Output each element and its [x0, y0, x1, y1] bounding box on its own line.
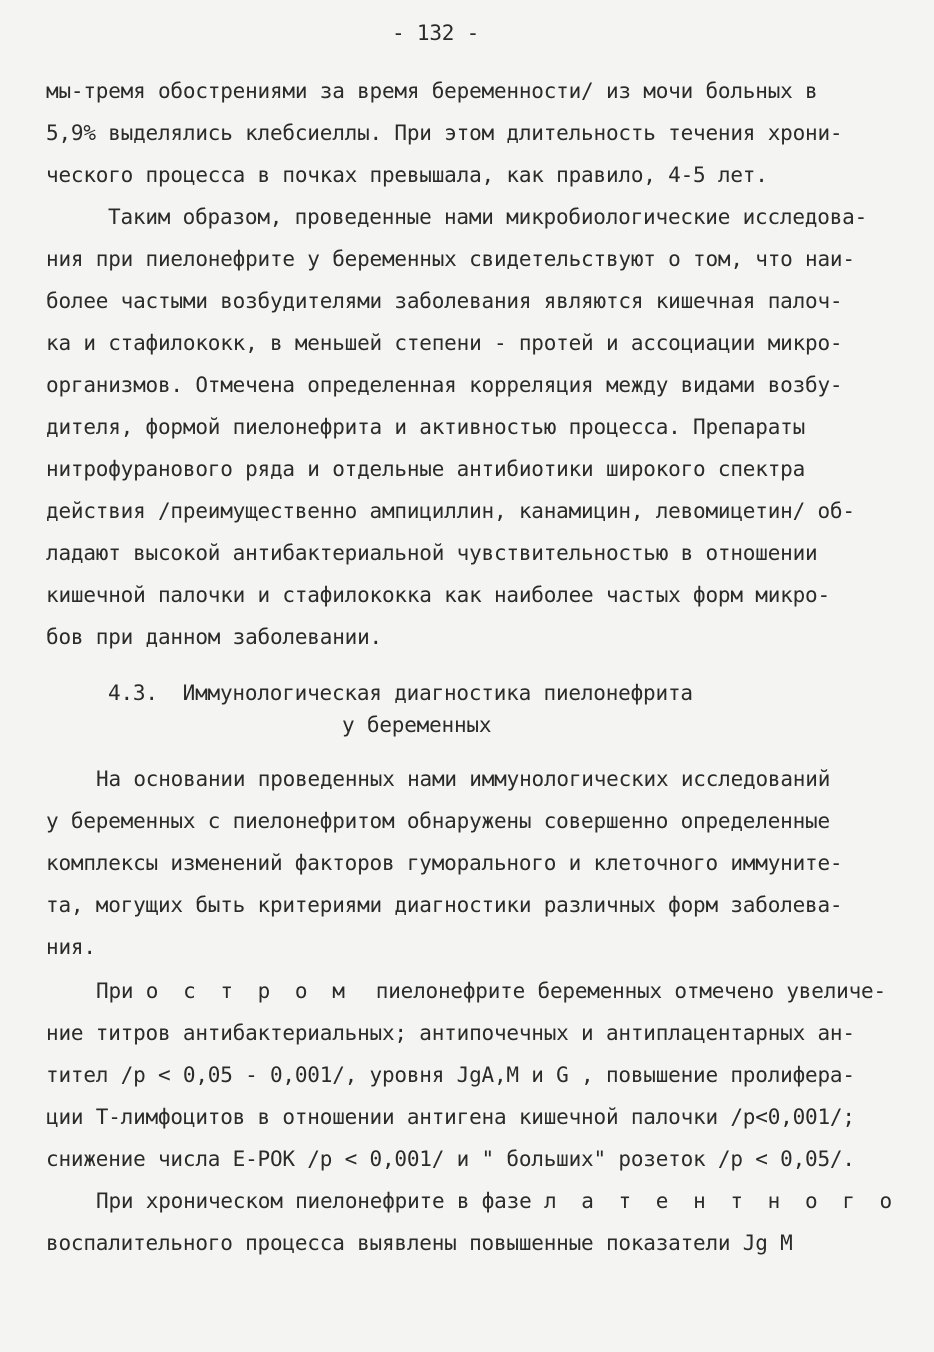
text-line: ции Т-лимфоцитов в отношении антигена кишечной палочки /р<0,001/;	[46, 1105, 855, 1129]
text-line: снижение числа Е-РОК /р < 0,001/ и " больших" розеток /р < 0,05/.	[46, 1147, 855, 1171]
text-line: Таким образом, проведенные нами микробиологические исследова-	[108, 205, 868, 229]
text-line: более частыми возбудителями заболевания являются кишечная палоч-	[46, 289, 843, 313]
section-heading: 4.3. Иммунологическая диагностика пиелонефрита	[108, 681, 693, 705]
text-line: мы-тремя обострениями за время беременности/ из мочи больных в	[46, 79, 818, 103]
text-span: При	[96, 979, 146, 1003]
text-line: ческого процесса в почках превышала, как правило, 4-5 лет.	[46, 163, 768, 187]
emphasized-word: л а т е н т н о г о	[543, 1189, 899, 1213]
text-line: ния.	[46, 935, 96, 959]
text-line	[96, 1188, 898, 1214]
text-line: нитрофуранового ряда и отдельные антибиотики широкого спектра	[46, 457, 806, 481]
text-line: ния при пиелонефрите у беременных свидетельствуют о том, что наи-	[46, 247, 855, 271]
text-line: На основании проведенных нами иммунологических исследований	[96, 767, 831, 791]
text-line: ние титров антибактериальных; антипочечных и антиплацентарных ан-	[46, 1021, 855, 1045]
text-line: у беременных с пиелонефритом обнаружены совершенно определенные	[46, 809, 830, 833]
text-line: 5,9% выделялись клебсиеллы. При этом длительность течения хрони-	[46, 121, 843, 145]
page-number: - 132 -	[392, 21, 480, 45]
text-line: ка и стафилококк, в меньшей степени - протей и ассоциации микро-	[46, 331, 843, 355]
text-span: пиелонефрите беременных отмечено увеличе-	[350, 979, 886, 1003]
text-line: воспалительного процесса выявлены повышенные показатели Jg M	[46, 1231, 793, 1255]
text-line	[96, 978, 886, 1004]
text-line: тител /р < 0,05 - 0,001/, уровня JgA,M и G , повышение пролифера-	[46, 1063, 855, 1087]
section-heading-cont: у беременных	[342, 713, 492, 737]
text-line: комплексы изменений факторов гуморального и клеточного иммуните-	[46, 851, 843, 875]
text-line: кишечной палочки и стафилококка как наиболее частых форм микро-	[46, 583, 830, 607]
text-line: ладают высокой антибактериальной чувствительностью в отношении	[46, 541, 818, 565]
text-line: организмов. Отмечена определенная корреляция между видами возбу-	[46, 373, 843, 397]
text-span: При хроническом пиелонефрите в фазе	[96, 1189, 544, 1213]
emphasized-word: о с т р о м	[145, 979, 351, 1003]
text-line: действия /преимущественно ампициллин, канамицин, левомицетин/ об-	[46, 499, 855, 523]
text-line: дителя, формой пиелонефрита и активностью процесса. Препараты	[46, 415, 806, 439]
text-line: бов при данном заболевании.	[46, 625, 382, 649]
text-line: та, могущих быть критериями диагностики различных форм заболева-	[46, 893, 843, 917]
